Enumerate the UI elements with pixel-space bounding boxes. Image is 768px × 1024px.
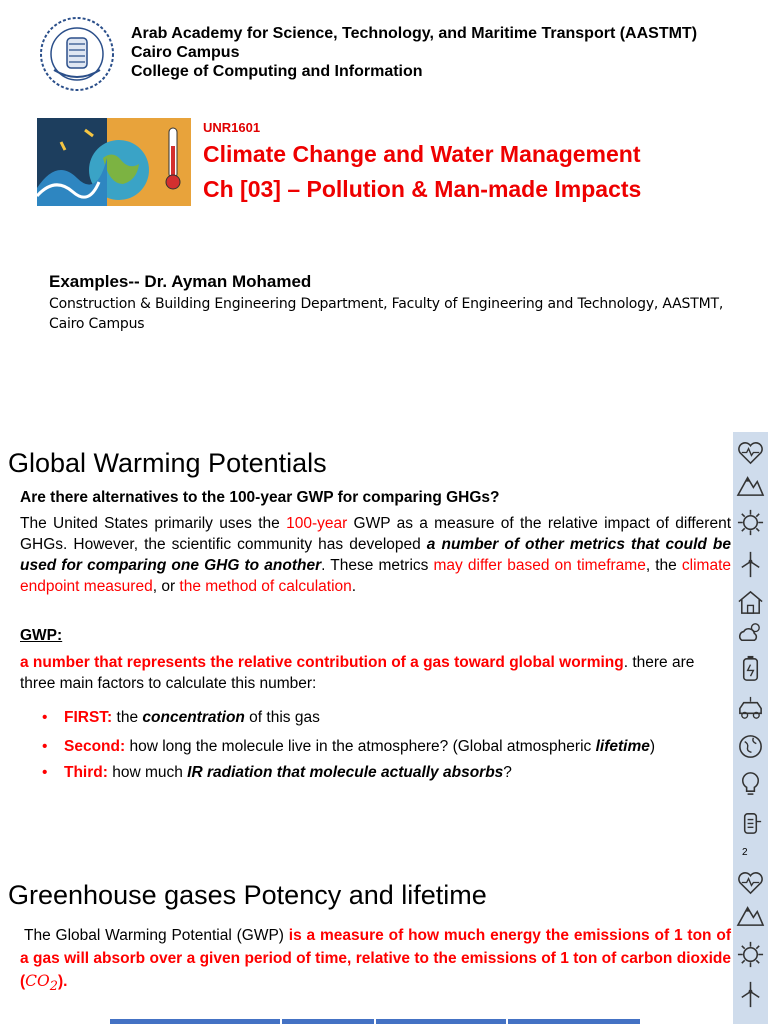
college-name: College of Computing and Information xyxy=(131,63,423,80)
mountain-icon xyxy=(736,470,765,499)
chapter-title: Ch [03] – Pollution & Man-made Impacts xyxy=(203,176,642,202)
car-icon xyxy=(736,694,765,723)
gwp-label: GWP: xyxy=(20,627,63,644)
globe-icon xyxy=(736,732,765,761)
heart-wave-icon xyxy=(736,438,765,467)
sun-gear-icon xyxy=(736,940,765,969)
gwp-definition: a number that represents the relative contribution of a gas toward global worming. there are three main factors to calculate this number: xyxy=(20,654,695,692)
course-code: UNR1601 xyxy=(203,120,261,135)
lightbulb-icon xyxy=(736,768,765,797)
icon-strip xyxy=(733,432,768,1024)
slide-title: Global Warming Potentials xyxy=(8,448,327,478)
department-affiliation: Construction & Building Engineering Department, Faculty of Engineering and Technology, AASTMT, Cairo Campus xyxy=(49,296,724,332)
sun-gear-icon xyxy=(736,508,765,537)
heart-wave-icon xyxy=(736,868,765,897)
aastmt-logo xyxy=(34,14,120,94)
house-icon xyxy=(736,588,765,617)
battery-plug-icon xyxy=(736,808,765,837)
institution-name: Arab Academy for Science, Technology, and Maritime Transport (AASTMT) xyxy=(131,25,698,42)
examples-author: Examples-- Dr. Ayman Mohamed xyxy=(49,272,312,291)
wind-turbine-icon xyxy=(736,550,765,579)
mountain-icon xyxy=(736,900,765,929)
slide-question: Are there alternatives to the 100-year GWP for comparing GHGs? xyxy=(20,489,500,506)
campus-name: Cairo Campus xyxy=(131,44,240,61)
slide-title: Greenhouse gases Potency and lifetime xyxy=(8,880,487,910)
table-header-cell xyxy=(508,1019,640,1024)
wind-turbine-icon xyxy=(736,980,765,1009)
table-header-cell xyxy=(110,1019,280,1024)
cloud-sun-icon xyxy=(736,619,765,648)
course-title: Climate Change and Water Management xyxy=(203,141,641,167)
gwp-measure-paragraph: The Global Warming Potential (GWP) is a measure of how much energy the emissions of 1 ton of a gas will absorb over a given period of time, relative to the emissions of 1 ton of carbon dioxide $(CO_2)$. xyxy=(20,927,731,995)
climate-banner-image xyxy=(37,118,191,206)
battery-icon xyxy=(736,654,765,683)
page-number: 2 xyxy=(742,847,748,858)
gwp-alternatives-paragraph: The United States primarily uses the 100-year GWP as a measure of the relative impact of different GHGs. However, the scientific community has developed a number of other metrics that could be used for comparing one GHG to another. These metrics may differ based on timeframe, the climate endpoint measured, or the method of calculation. xyxy=(20,515,732,595)
co2-formula: $CO_2$ xyxy=(25,972,58,995)
table-header-cell xyxy=(282,1019,374,1024)
table-header-cell xyxy=(376,1019,506,1024)
